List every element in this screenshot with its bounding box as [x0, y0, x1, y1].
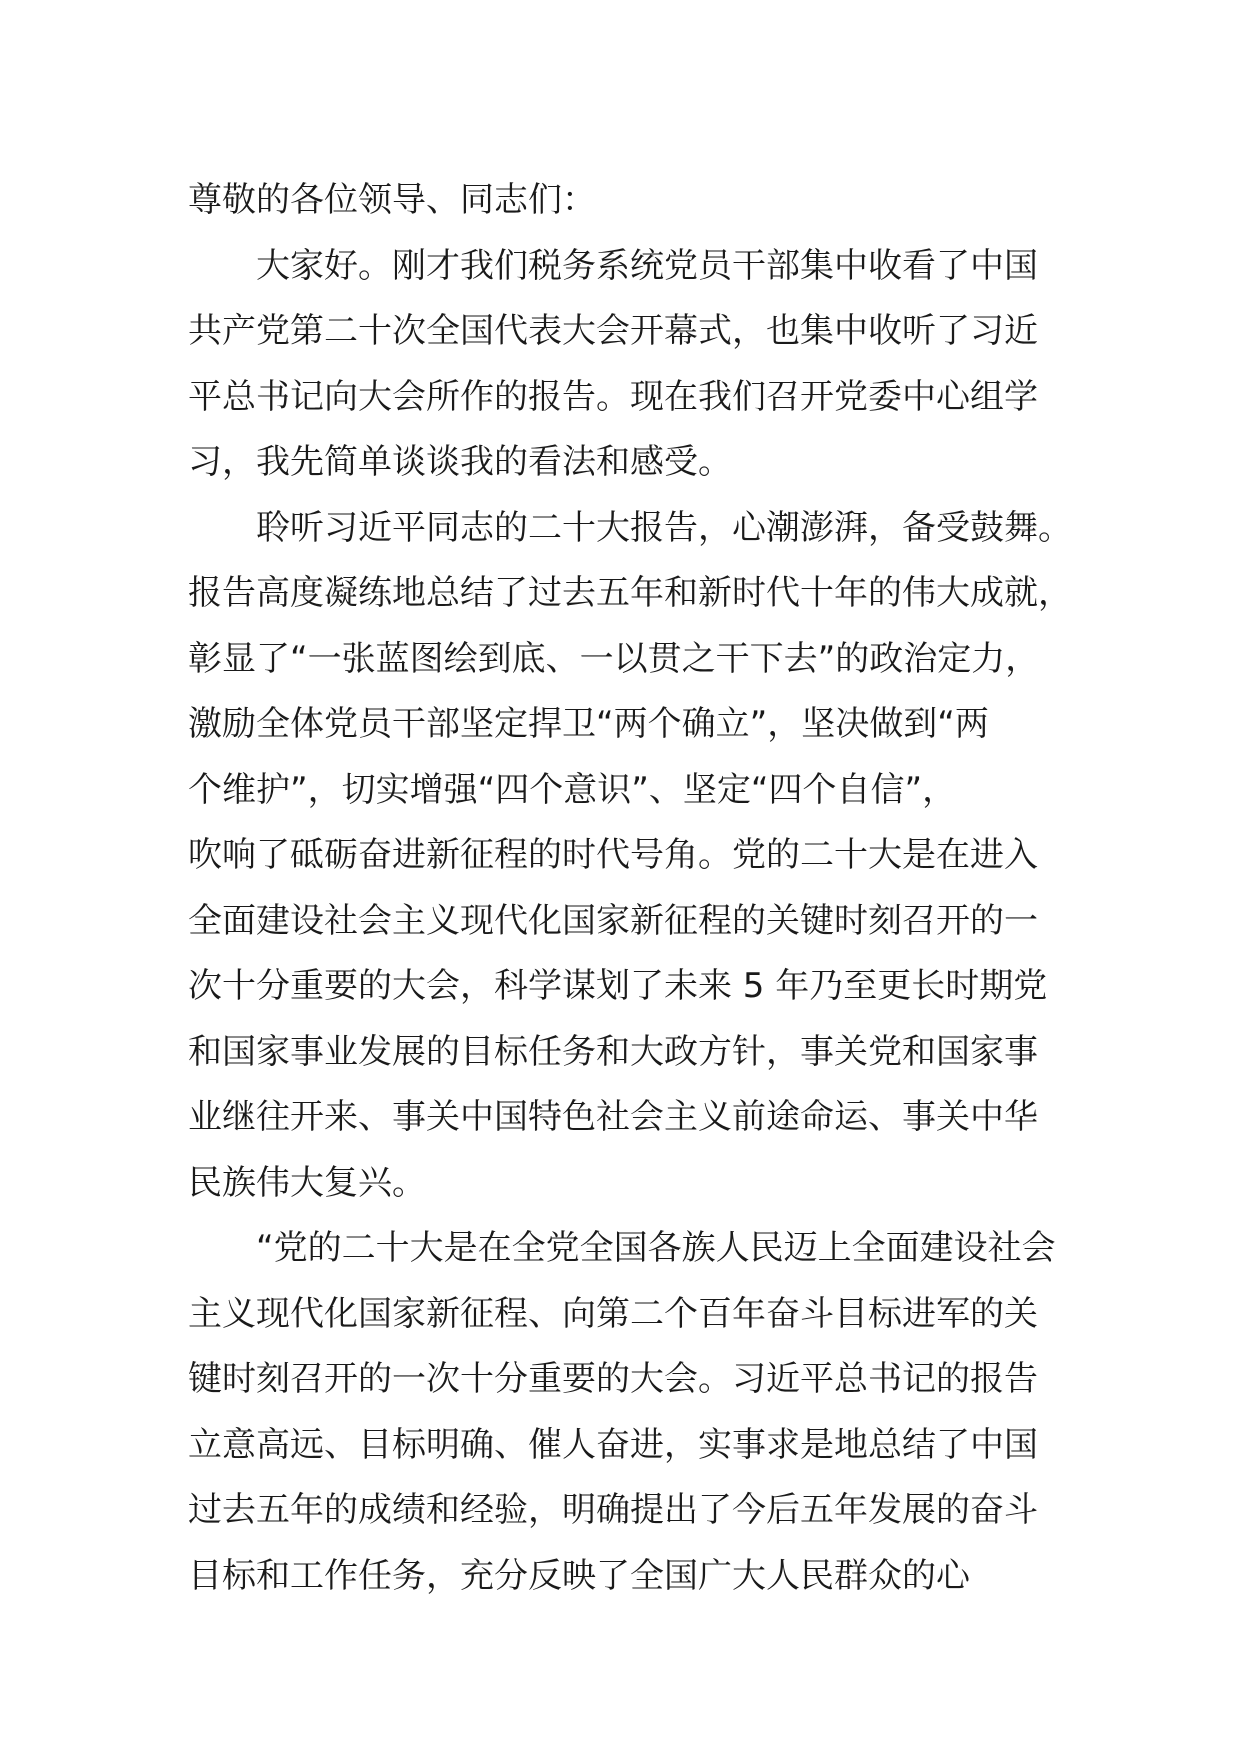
salutation: 尊敬的各位领导、同志们： [188, 180, 596, 220]
paragraph-line: 吹响了砥砺奋进新征程的时代号角。党的二十大是在进入 [188, 835, 1038, 875]
paragraph-line: 次十分重要的大会，科学谋划了未来 5 年乃至更长时期党 [188, 966, 1048, 1006]
paragraph-line: 全面建设社会主义现代化国家新征程的关键时刻召开的一 [188, 900, 1038, 941]
paragraph-line: “党的二十大是在全党全国各族人民迈上全面建设社会 [256, 1228, 1056, 1268]
paragraph-3 [188, 1216, 1060, 1609]
paragraph-line: 键时刻召开的一次十分重要的大会。习近平总书记的报告 [188, 1359, 1038, 1399]
document-body [188, 168, 1072, 1609]
paragraph-line: 过去五年的成绩和经验，明确提出了今后五年发展的奋斗 [188, 1490, 1038, 1530]
paragraph-line: 立意高远、目标明确、催人奋进，实事求是地总结了中国 [188, 1424, 1038, 1465]
paragraph-line: 激励全体党员干部坚定捍卫“两个确立”，坚决做到“两 [188, 704, 989, 744]
paragraph-line: 平总书记向大会所作的报告。现在我们召开党委中心组学 [188, 376, 1038, 417]
paragraph-line: 民族伟大复兴。 [188, 1162, 426, 1203]
paragraph-line: 和国家事业发展的目标任务和大政方针，事关党和国家事 [188, 1031, 1038, 1072]
paragraph-line: 报告高度凝练地总结了过去五年和新时代十年的伟大成就， [188, 573, 1072, 613]
paragraph-line: 共产党第二十次全国代表大会开幕式，也集中收听了习近 [188, 311, 1038, 351]
paragraph-line: 主义现代化国家新征程、向第二个百年奋斗目标进军的关 [188, 1293, 1038, 1334]
paragraph-2 [188, 496, 1072, 1217]
paragraph-line: 彰显了“一张蓝图绘到底、一以贯之干下去”的政治定力， [188, 638, 1040, 679]
paragraph-line: 聆听习近平同志的二十大报告，心潮澎湃，备受鼓舞。 [256, 507, 1072, 548]
paragraph-1 [188, 234, 1060, 496]
paragraph-line: 目标和工作任务，充分反映了全国广大人民群众的心 [188, 1555, 970, 1596]
paragraph-line: 大家好。刚才我们税务系统党员干部集中收看了中国 [256, 245, 1038, 286]
paragraph-line: 业继往开来、事关中国特色社会主义前途命运、事关中华 [188, 1097, 1038, 1137]
paragraph-line: 个维护”，切实增强“四个意识”、坚定“四个自信”， [188, 769, 957, 810]
paragraph-line: 习，我先简单谈谈我的看法和感受。 [188, 442, 732, 482]
